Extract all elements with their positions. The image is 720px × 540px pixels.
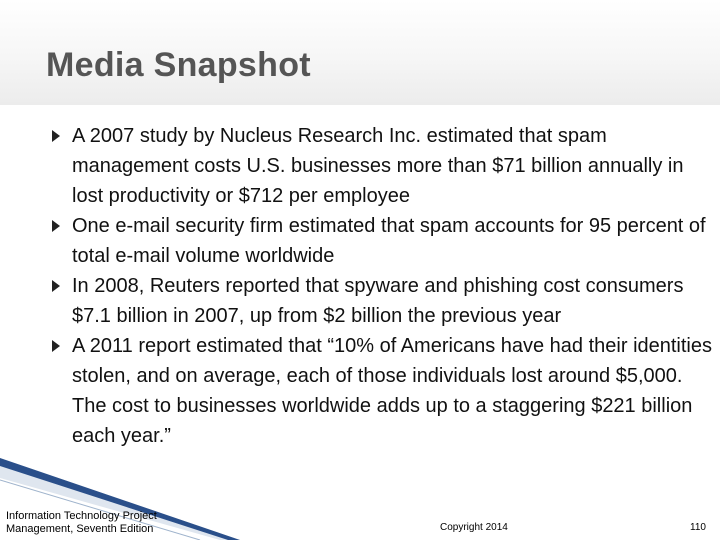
bullet-arrow-icon xyxy=(52,130,60,142)
bullet-text: One e-mail security firm estimated that spam accounts for 95 percent of total e-mail volume worldwide xyxy=(72,215,706,267)
bullet-item xyxy=(52,211,712,271)
footer-copyright: Copyright 2014 xyxy=(440,522,508,533)
bullet-text: A 2011 report estimated that “10% of Americans have had their identities stolen, and on average, each of those individuals lost around $5,000. The cost to businesses worldwide adds up to a staggering $221 billion each year.” xyxy=(72,335,712,447)
footer-line-1: Information Technology Project xyxy=(6,510,157,522)
bullet-text: A 2007 study by Nucleus Research Inc. estimated that spam management costs U.S. businesses more than $71 billion annually in lost productivity or $712 per employee xyxy=(72,125,684,207)
bullet-item xyxy=(52,271,712,331)
footer-line-2: Management, Seventh Edition xyxy=(6,523,154,535)
bullet-list xyxy=(52,121,712,451)
footer-book-title xyxy=(6,510,196,536)
bullet-item xyxy=(52,121,712,211)
bullet-arrow-icon xyxy=(52,280,60,292)
bullet-text: In 2008, Reuters reported that spyware and phishing cost consumers $7.1 billion in 2007, up from $2 billion the previous year xyxy=(72,275,684,327)
page-number: 110 xyxy=(690,522,706,533)
bullet-arrow-icon xyxy=(52,340,60,352)
slide-title: Media Snapshot xyxy=(46,46,311,84)
bullet-arrow-icon xyxy=(52,220,60,232)
bullet-item xyxy=(52,331,712,451)
